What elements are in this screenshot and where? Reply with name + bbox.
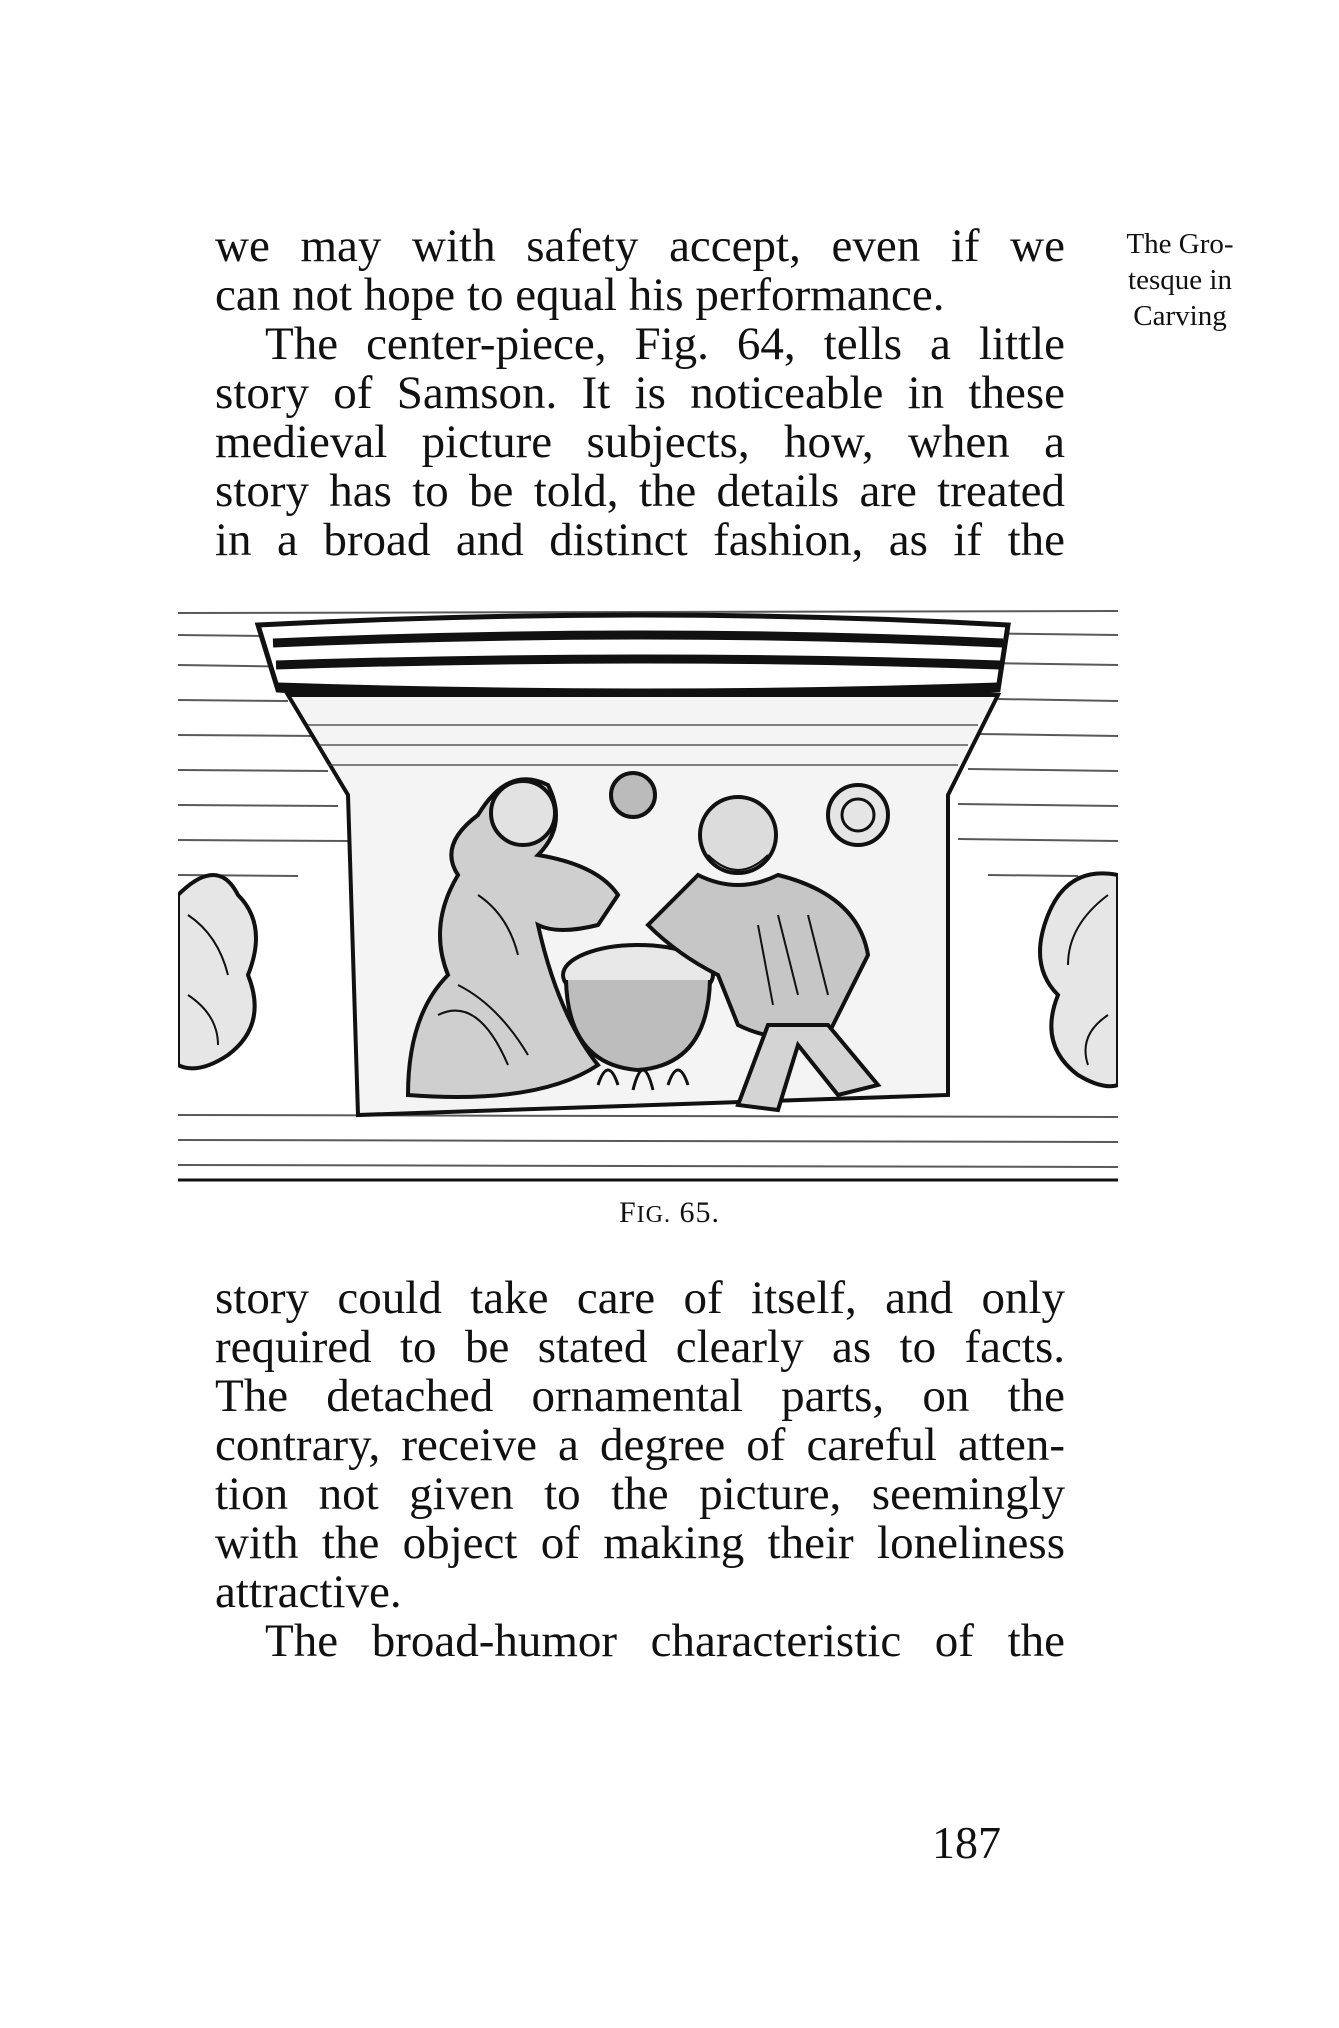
caption-prefix: F bbox=[618, 1196, 637, 1229]
text-line: The detached ornamental parts, on the bbox=[215, 1370, 1065, 1422]
side-note bbox=[1100, 226, 1260, 334]
text-line: story of Samson. It is noticeable in these bbox=[215, 367, 1065, 419]
text-line: can not hope to equal his performance. bbox=[215, 269, 945, 321]
text-line: The center-piece, Fig. 64, tells a little bbox=[265, 318, 1065, 370]
page-number: 187 bbox=[932, 1817, 1001, 1868]
text-line: The broad-humor characteristic of the bbox=[265, 1615, 1065, 1667]
text-line: medieval picture subjects, how, when a bbox=[215, 416, 1065, 468]
text-line: tion not given to the picture, seemingly bbox=[215, 1468, 1065, 1520]
text-line: we may with safety accept, even if we bbox=[215, 220, 1065, 272]
caption-number: 65. bbox=[671, 1196, 720, 1229]
caption-smallcaps: IG. bbox=[636, 1202, 671, 1228]
text-line: required to be stated clearly as to facts. bbox=[215, 1321, 1065, 1373]
text-line: attractive. bbox=[215, 1566, 402, 1618]
carving-illustration bbox=[178, 595, 1118, 1185]
text-line: with the object of making their loneliness bbox=[215, 1517, 1065, 1569]
text-line: contrary, receive a degree of careful atten- bbox=[215, 1419, 1065, 1471]
text-line: in a broad and distinct fashion, as if the bbox=[215, 514, 1065, 566]
misericord-carving-picture bbox=[178, 595, 1118, 1185]
top-paragraphs bbox=[215, 222, 1065, 565]
side-note-line: Carving bbox=[1133, 300, 1227, 332]
bottom-paragraphs bbox=[215, 1274, 1065, 1666]
figure-caption bbox=[0, 1196, 1339, 1230]
side-note-line: tesque in bbox=[1128, 264, 1232, 296]
side-note-line: The Gro- bbox=[1126, 228, 1234, 260]
text-line: story has to be told, the details are treated bbox=[215, 465, 1065, 517]
text-line: story could take care of itself, and only bbox=[215, 1272, 1065, 1324]
